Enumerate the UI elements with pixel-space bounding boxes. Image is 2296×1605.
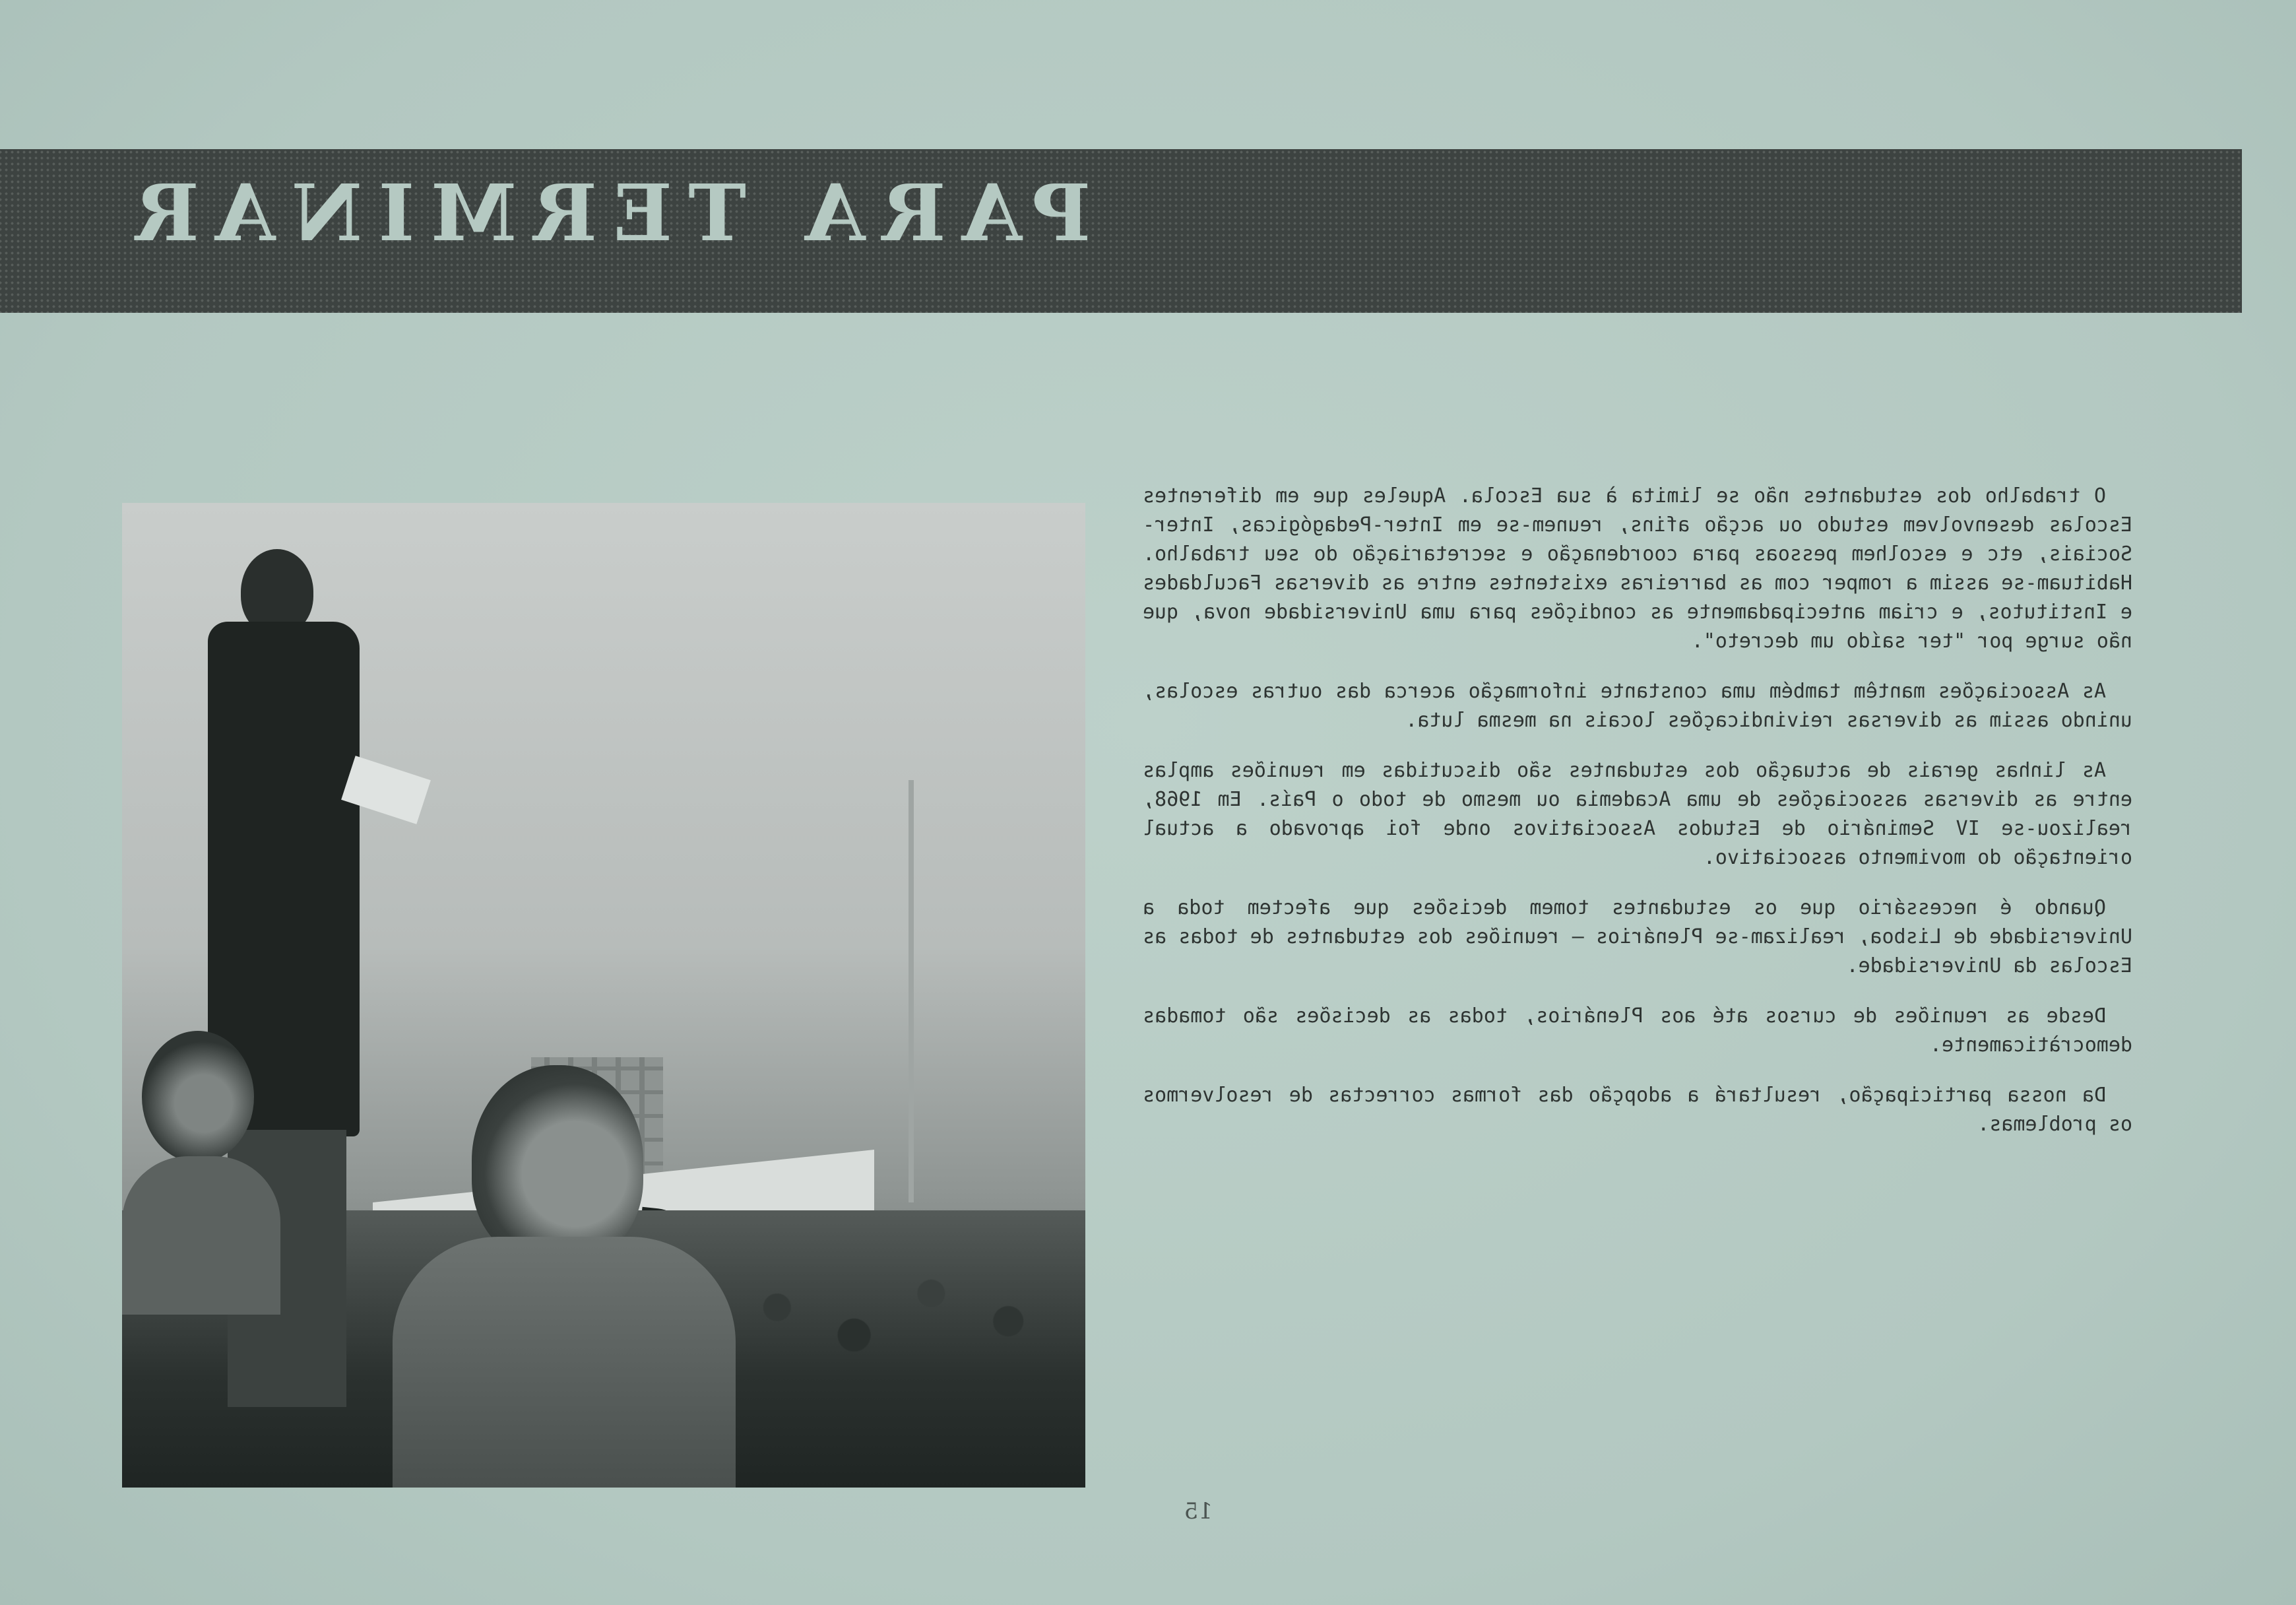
paragraph: Quando é necessário que os estudantes tomem decisões que afectem toda a Universidade de Lisboa, realizam-se Plenários — reuniões dos estudantes de todas as Escolas da Universidade. <box>1143 896 2132 977</box>
side-student-head <box>142 1031 254 1163</box>
page-number: 15 <box>1184 1498 1213 1524</box>
pole <box>909 780 914 1202</box>
foreground-student <box>393 1065 736 1488</box>
paragraph: O trabalho dos estudantes não se limita à sua Escola. Aqueles que em diferentes Escolas desenvolvem estudo ou acção afins, reunem-se em Inter-Pedagógicas, Inter-Sociais, etc e escolhem pessoas para coordenação e secretariação do seu trabalho. Habituam-se assim a romper com as barreiras existentes entre as diversas Faculdades e Institutos, e criam antecipadamente as condições para uma Universidade nova, que não surge por "ter saído um decreto". <box>1143 484 2132 653</box>
paragraph: As Associações mantêm também uma constante informação acerca das outras escolas, unindo assim as diversas reivindicações locais na mesma luta. <box>1143 680 2132 732</box>
side-student-body <box>122 1156 280 1315</box>
paragraph: Da nossa participação, resultará a adopção das formas correctas de resolvermos os problemas. <box>1143 1084 2132 1136</box>
body-text <box>1143 482 2132 1160</box>
page-title: PARA TERMINAR <box>119 167 1091 259</box>
paragraph: Desde as reuniões de cursos até aos Plenários, todas as decisões são tomadas democràticamente. <box>1143 1004 2132 1057</box>
foreground-student-body <box>393 1237 736 1488</box>
foreground-student-head <box>472 1065 643 1263</box>
paragraph: As linhas gerais de actuação dos estudantes são discutidas em reuniões amplas entre as diversas associações de uma Academia ou mesmo de todo o País. Em 1968, realizou-se IV Seminário de Estudos Associativos onde foi aprovado a actual orientação do movimento associativo. <box>1143 759 2132 869</box>
student-assembly-photo <box>122 503 1085 1488</box>
side-student <box>122 1031 280 1308</box>
